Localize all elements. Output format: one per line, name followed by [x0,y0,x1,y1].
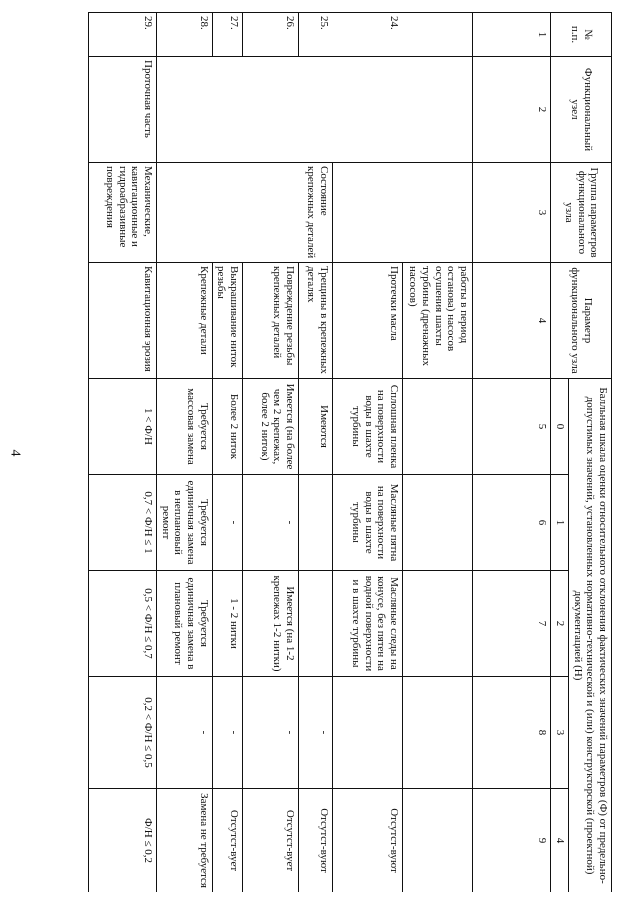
page-number: 4 [7,449,22,456]
cell-group [402,163,472,263]
cell-score-3 [332,677,402,789]
cell-score-2 [402,571,472,677]
header-score-0: 0 [551,379,569,475]
header-node: Функциональный узел [551,57,612,163]
cell-param: Протечки масла [332,263,402,379]
cell-group [332,163,402,263]
cell-score-1: 0,7 < Ф/Н ≤ 1 [89,475,157,571]
cell-score-1: - [242,475,298,571]
cell-score-3: - [298,677,332,789]
cell-score-2: Требуется единичная замена в плановый ремонт [157,571,213,677]
cell-score-0: Требуется массовая замена [157,379,213,475]
index-cell: 5 [472,379,551,475]
cell-score-3: 0,2 < Ф/Н ≤ 0,5 [89,677,157,789]
header-group: Группа параметров функционального узла [551,163,612,263]
cell-score-0: Сплошная пленка на поверхности воды в шахте турбины [332,379,402,475]
header-scale: Балльная шкала оценки относительного отклонения фактических значений параметров (Ф) от предельно-допустимых значений, установленных нормативно-технической и (или) конструкторской (проектной) документацией (Н) [569,379,612,893]
cell-score-3: - [212,677,242,789]
cell-score-4: Замена не требуется [157,789,213,893]
cell-node [332,57,402,163]
header-param: Параметр функционального узла [551,263,612,379]
cell-num [402,13,472,57]
cell-score-0: Имеются [298,379,332,475]
table-row-25 [298,13,332,893]
index-cell: 4 [472,263,551,379]
index-cell: 8 [472,677,551,789]
cell-score-3: - [242,677,298,789]
cell-score-1: - [212,475,242,571]
cell-node [298,57,332,163]
cell-param: Крепежные детали [157,263,213,379]
cell-param: Повреждение резьбы крепежных деталей [242,263,298,379]
index-cell: 9 [472,789,551,893]
cell-group: Механические, кавитационные и гидроабразивные повреждения [89,163,157,263]
table-viewport [88,12,612,892]
cell-score-2: 0,5 < Ф/Н ≤ 0,7 [89,571,157,677]
cell-num: 25. [298,13,332,57]
table-row-24 [332,13,402,893]
cell-node [212,57,242,163]
cell-score-3: - [157,677,213,789]
cell-num: 26. [242,13,298,57]
cell-num: 24. [332,13,402,57]
cell-num: 29. [89,13,157,57]
cell-param: Трещины в крепежных деталях [298,263,332,379]
cell-score-0: 1 < Ф/Н [89,379,157,475]
cell-score-4: Отсутст-вует [242,789,298,893]
evaluation-table [88,12,612,892]
table-row-23-continued [402,13,472,893]
table-row-28 [157,13,213,893]
cell-num: 27. [212,13,242,57]
header-score-2: 2 [551,571,569,677]
cell-node [402,57,472,163]
header-score-1: 1 [551,475,569,571]
cell-score-0: Более 2 ниток [212,379,242,475]
cell-param: работы в период останова) насосов осушения шахты турбины (дренажных насосов) [402,263,472,379]
cell-score-4: Отсутст-вуют [298,789,332,893]
cell-param: Выкрашивание ниток резьбы [212,263,242,379]
header-score-3: 3 [551,677,569,789]
index-cell: 2 [472,57,551,163]
cell-param: Кавитационная эрозия [89,263,157,379]
cell-score-4: Отсутст-вуют [332,789,402,893]
cell-score-2: Имеется (на 1-2 крепежах 1-2 нитки) [242,571,298,677]
rotated-table-container [88,12,612,892]
cell-score-4: Отсутст-вует [212,789,242,893]
index-cell: 1 [472,13,551,57]
index-row [472,13,551,893]
cell-score-1: Масляные пятна на поверхности воды в шахте турбины [332,475,402,571]
header-score-4: 4 [551,789,569,893]
header-row [569,13,612,893]
cell-score-1 [298,475,332,571]
cell-score-1 [402,475,472,571]
cell-num: 28. [157,13,213,57]
header-num: № п.п. [551,13,612,57]
cell-score-0 [402,379,472,475]
cell-score-0: Имеется (на более чем 2 крепежах, более 2 ниток) [242,379,298,475]
index-cell: 3 [472,163,551,263]
cell-score-2: Масляные следы на конусе, без пятен на водной поверхности и в шахте турбины [332,571,402,677]
index-cell: 7 [472,571,551,677]
cell-node [242,57,298,163]
cell-score-4: Ф/Н ≤ 0,2 [89,789,157,893]
cell-node [157,57,213,163]
index-cell: 6 [472,475,551,571]
cell-node: Проточная часть [89,57,157,163]
cell-score-2 [298,571,332,677]
cell-score-1: Требуется единичная замена в неплановый ремонт [157,475,213,571]
table-row-27 [212,13,242,893]
cell-score-2: 1 - 2 нитки [212,571,242,677]
cell-group-fasteners: Состояние крепежных деталей [157,163,333,263]
table-row-29 [89,13,157,893]
table-row-26 [242,13,298,893]
cell-score-3 [402,677,472,789]
cell-score-4 [402,789,472,893]
